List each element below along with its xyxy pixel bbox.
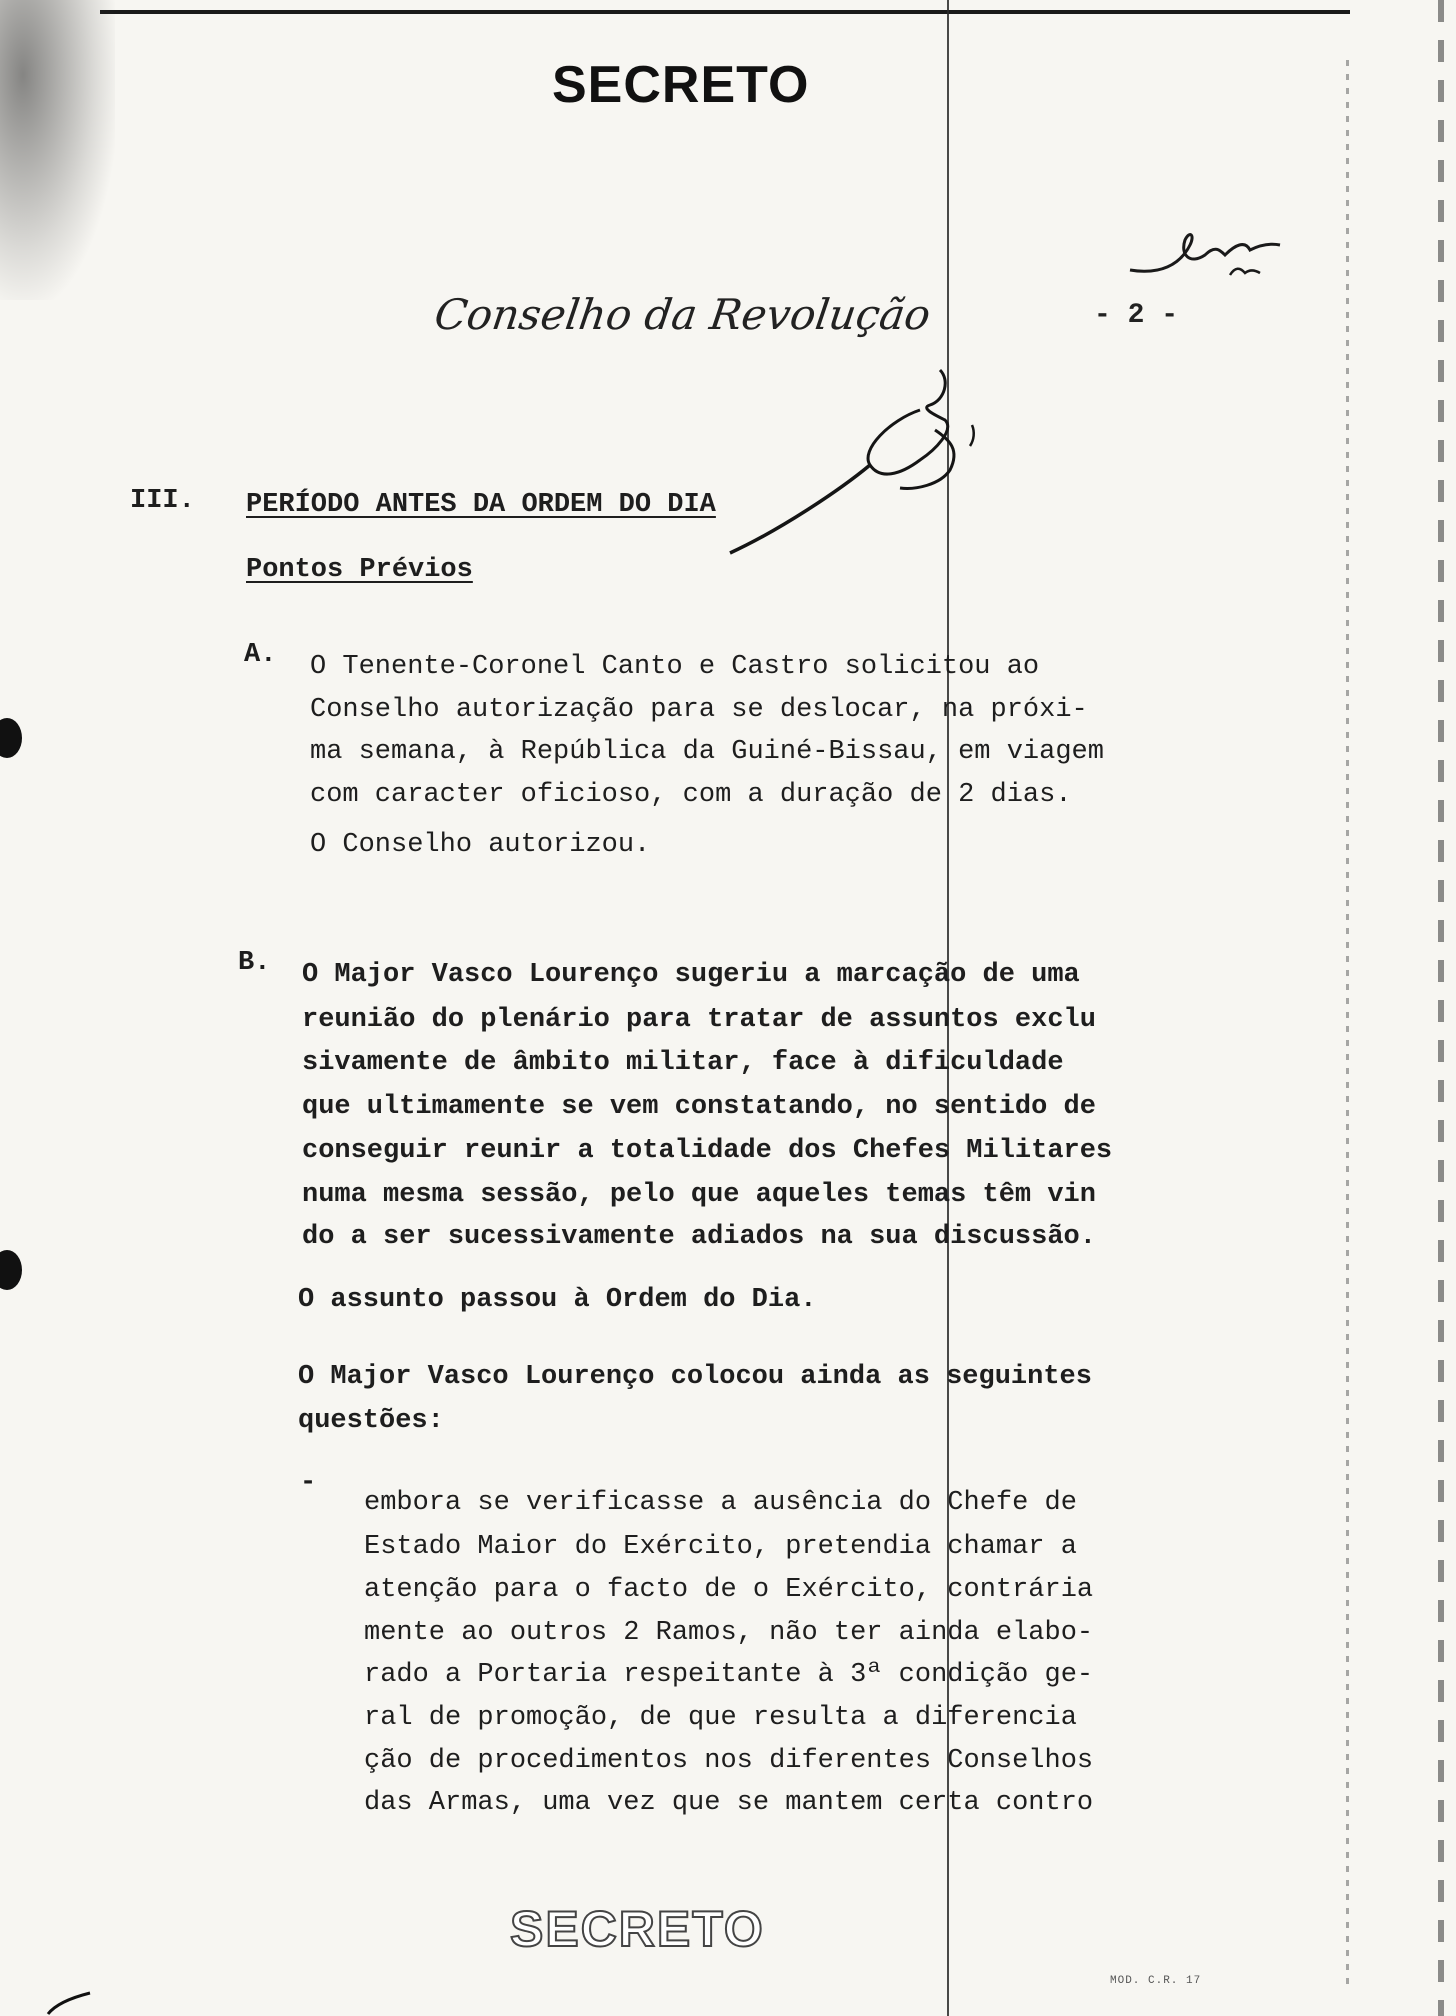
bullet-line-8: das Armas, uma vez que se mantem certa contro [364,1788,1094,1818]
form-code: MOD. C.R. 17 [1110,1975,1202,1987]
item-a-line-2: Conselho autorização para se deslocar, na próxi- [310,695,1088,725]
corner-smudge [0,0,115,300]
bullet-marker: - [300,1468,317,1498]
initials-signature [1120,215,1300,295]
item-b-outcome: O assunto passou à Ordem do Dia. [298,1285,817,1315]
section-number: III. [130,486,195,516]
handwritten-signature [720,360,1000,560]
item-b-line-2: reunião do plenário para tratar de assuntos exclu [302,1005,1096,1035]
item-b-followup-line-2: questões: [298,1406,444,1436]
item-a-marker: A. [244,640,277,670]
bullet-line-1: embora se verificasse a ausência do Chefe de [364,1488,1077,1518]
top-border-rule [100,10,1350,14]
classification-stamp-bottom: SECRETO [510,1901,765,1957]
item-b-line-3: sivamente de âmbito militar, face à dificuldade [302,1048,1064,1078]
item-a-outcome: O Conselho autorizou. [310,830,651,860]
letterhead: Conselho da Revolução [431,290,934,339]
item-b-line-5: conseguir reunir a totalidade dos Chefes Militares [302,1136,1113,1166]
item-b-line-4: que ultimamente se vem constatando, no sentido de [302,1092,1096,1122]
item-a-line-3: ma semana, à República da Guiné-Bissau, em viagem [310,737,1104,767]
punch-hole-lower [0,1250,22,1290]
item-b-marker: B. [238,948,271,978]
classification-text: SECRETO [552,56,810,114]
item-b-line-6: numa mesma sessão, pelo que aqueles temas têm vin [302,1180,1096,1210]
bullet-line-7: ção de procedimentos nos diferentes Conselhos [364,1746,1094,1776]
page-number: - 2 - [1094,300,1179,331]
bullet-line-3: atenção para o facto de o Exército, contrária [364,1575,1094,1605]
bullet-line-2: Estado Maior do Exército, pretendia chamar a [364,1532,1077,1562]
punch-hole-upper [0,718,22,758]
right-margin-artifact [1346,60,1349,1990]
section-subtitle: Pontos Prévios [246,555,473,585]
section-title: PERÍODO ANTES DA ORDEM DO DIA [246,490,716,520]
item-a-line-4: com caracter oficioso, com a duração de 2 dias. [310,780,1072,810]
item-a-line-1: O Tenente-Coronel Canto e Castro solicitou ao [310,652,1040,682]
item-b-followup-line-1: O Major Vasco Lourenço colocou ainda as seguintes [298,1362,1092,1392]
bottom-corner-mark [40,1990,100,2016]
bullet-line-5: rado a Portaria respeitante à 3ª condição ge- [364,1660,1094,1690]
page-edge-artifact [1438,0,1444,2016]
bullet-line-4: mente ao outros 2 Ramos, não ter ainda elabo- [364,1618,1094,1648]
item-b-line-7: do a ser sucessivamente adiados na sua discussão. [302,1222,1096,1252]
item-b-line-1: O Major Vasco Lourenço sugeriu a marcação de uma [302,960,1080,990]
bullet-line-6: ral de promoção, de que resulta a diferencia [364,1703,1077,1733]
